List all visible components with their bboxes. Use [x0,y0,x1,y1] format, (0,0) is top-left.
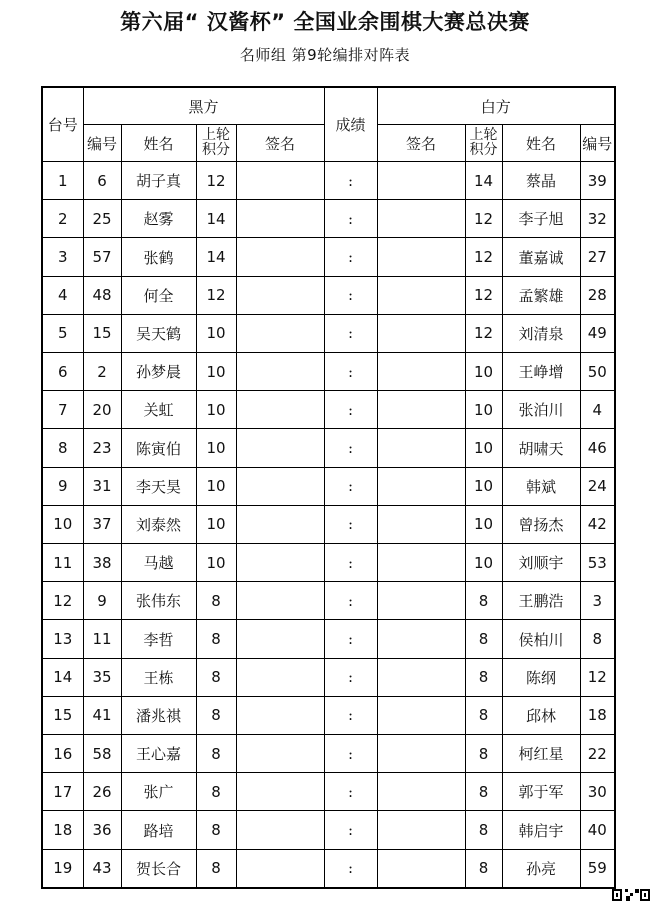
cell-white-prev-score: 12 [465,314,502,352]
cell-white-name: 邱林 [502,696,580,734]
cell-black-number: 9 [83,582,121,620]
cell-black-name: 张伟东 [121,582,196,620]
header-table-no: 台号 [42,87,83,162]
cell-table-no: 19 [42,849,83,888]
cell-white-name: 韩斌 [502,467,580,505]
cell-black-number: 57 [83,238,121,276]
cell-white-name: 蔡晶 [502,162,580,200]
cell-black-number: 6 [83,162,121,200]
cell-result: : [324,811,377,849]
cell-white-signature[interactable] [377,314,465,352]
cell-black-number: 58 [83,735,121,773]
cell-white-name: 郭于军 [502,773,580,811]
cell-black-signature[interactable] [236,314,324,352]
cell-result: : [324,238,377,276]
cell-black-signature[interactable] [236,429,324,467]
pairing-table [41,86,616,889]
table-row [42,505,615,543]
cell-white-prev-score: 10 [465,505,502,543]
cell-black-prev-score: 12 [196,162,236,200]
page-title: 第六届“ 汉酱杯” 全国业余围棋大赛总决赛 [120,10,530,34]
cell-black-signature[interactable] [236,811,324,849]
cell-white-signature[interactable] [377,162,465,200]
cell-white-prev-score: 8 [465,620,502,658]
cell-result: : [324,276,377,314]
cell-black-prev-score: 10 [196,314,236,352]
cell-result: : [324,849,377,888]
cell-black-number: 11 [83,620,121,658]
cell-white-signature[interactable] [377,582,465,620]
cell-black-prev-score: 10 [196,544,236,582]
cell-black-prev-score: 8 [196,811,236,849]
table-row [42,658,615,696]
cell-white-number: 22 [580,735,615,773]
cell-black-signature[interactable] [236,620,324,658]
cell-black-number: 15 [83,314,121,352]
cell-black-number: 35 [83,658,121,696]
cell-white-name: 刘清泉 [502,314,580,352]
cell-white-prev-score: 8 [465,773,502,811]
cell-result: : [324,658,377,696]
cell-white-signature[interactable] [377,658,465,696]
header-black-signature: 签名 [236,125,324,162]
header-white-signature: 签名 [377,125,465,162]
cell-white-signature[interactable] [377,200,465,238]
cell-black-name: 路培 [121,811,196,849]
cell-white-number: 4 [580,391,615,429]
page-subtitle: 名师组 第9轮编排对阵表 [239,46,411,64]
cell-black-name: 王心嘉 [121,735,196,773]
cell-result: : [324,544,377,582]
table-row [42,620,615,658]
cell-result: : [324,773,377,811]
cell-black-name: 李天昊 [121,467,196,505]
qr-code-fragment-icon [612,887,650,901]
table-row [42,467,615,505]
cell-white-prev-score: 10 [465,544,502,582]
cell-table-no: 1 [42,162,83,200]
cell-white-number: 49 [580,314,615,352]
cell-result: : [324,620,377,658]
table-row [42,314,615,352]
cell-table-no: 4 [42,276,83,314]
cell-black-signature[interactable] [236,391,324,429]
cell-result: : [324,735,377,773]
header-white-number: 编号 [580,125,615,162]
header-prev-score-line1: 上轮 [202,127,230,143]
cell-black-signature[interactable] [236,544,324,582]
cell-black-name: 刘泰然 [121,505,196,543]
header-black-name: 姓名 [121,125,196,162]
table-row [42,582,615,620]
cell-black-signature[interactable] [236,162,324,200]
cell-white-prev-score: 8 [465,582,502,620]
header-prev-score-line2: 积分 [469,142,498,158]
cell-white-prev-score: 12 [465,238,502,276]
cell-white-prev-score: 8 [465,811,502,849]
cell-white-number: 53 [580,544,615,582]
cell-white-signature[interactable] [377,544,465,582]
cell-white-name: 胡啸天 [502,429,580,467]
cell-result: : [324,314,377,352]
cell-white-signature[interactable] [377,811,465,849]
cell-white-number: 8 [580,620,615,658]
cell-white-prev-score: 8 [465,658,502,696]
table-row [42,849,615,888]
table-row [42,544,615,582]
cell-white-number: 42 [580,505,615,543]
cell-white-name: 孙亮 [502,849,580,888]
cell-white-signature[interactable] [377,391,465,429]
cell-table-no: 14 [42,658,83,696]
table-row [42,353,615,391]
header-white-side: 白方 [377,87,615,125]
cell-white-number: 40 [580,811,615,849]
cell-result: : [324,429,377,467]
cell-table-no: 2 [42,200,83,238]
cell-white-signature[interactable] [377,276,465,314]
cell-table-no: 12 [42,582,83,620]
cell-black-prev-score: 8 [196,696,236,734]
cell-black-number: 37 [83,505,121,543]
cell-table-no: 8 [42,429,83,467]
cell-black-signature[interactable] [236,849,324,888]
header-black-number: 编号 [83,125,121,162]
cell-white-signature[interactable] [377,735,465,773]
cell-result: : [324,467,377,505]
cell-white-number: 50 [580,353,615,391]
cell-white-name: 董嘉诚 [502,238,580,276]
cell-white-prev-score: 8 [465,735,502,773]
cell-white-name: 陈纲 [502,658,580,696]
header-result: 成绩 [324,87,377,162]
cell-table-no: 9 [42,467,83,505]
cell-white-signature[interactable] [377,467,465,505]
table-row [42,773,615,811]
header-prev-score-line1: 上轮 [469,127,498,143]
table-row [42,811,615,849]
cell-result: : [324,391,377,429]
cell-white-signature[interactable] [377,505,465,543]
cell-table-no: 11 [42,544,83,582]
cell-black-prev-score: 10 [196,353,236,391]
cell-black-number: 41 [83,696,121,734]
cell-black-signature[interactable] [236,353,324,391]
cell-black-prev-score: 10 [196,467,236,505]
cell-white-number: 30 [580,773,615,811]
table-row [42,162,615,200]
cell-black-name: 赵雾 [121,200,196,238]
cell-black-prev-score: 8 [196,582,236,620]
cell-white-number: 24 [580,467,615,505]
header-prev-score-line2: 积分 [202,142,230,158]
pairing-rows [42,162,615,889]
cell-result: : [324,162,377,200]
cell-result: : [324,505,377,543]
cell-white-name: 孟繁雄 [502,276,580,314]
cell-white-prev-score: 10 [465,353,502,391]
cell-black-name: 贺长合 [121,849,196,888]
cell-white-prev-score: 8 [465,849,502,888]
cell-white-number: 12 [580,658,615,696]
cell-table-no: 13 [42,620,83,658]
cell-table-no: 18 [42,811,83,849]
cell-black-prev-score: 10 [196,429,236,467]
cell-table-no: 7 [42,391,83,429]
cell-white-name: 王鹏浩 [502,582,580,620]
table-row [42,429,615,467]
cell-black-signature[interactable] [236,582,324,620]
cell-black-signature[interactable] [236,658,324,696]
cell-white-number: 46 [580,429,615,467]
cell-black-number: 48 [83,276,121,314]
cell-white-name: 曾扬杰 [502,505,580,543]
cell-white-prev-score: 10 [465,391,502,429]
cell-table-no: 10 [42,505,83,543]
cell-white-signature[interactable] [377,238,465,276]
cell-black-signature[interactable] [236,276,324,314]
cell-black-signature[interactable] [236,696,324,734]
cell-black-prev-score: 14 [196,238,236,276]
header-black-side: 黑方 [83,87,324,125]
cell-table-no: 15 [42,696,83,734]
cell-black-signature[interactable] [236,467,324,505]
cell-black-name: 张广 [121,773,196,811]
cell-white-number: 3 [580,582,615,620]
cell-white-number: 39 [580,162,615,200]
cell-black-name: 张鹤 [121,238,196,276]
cell-black-signature[interactable] [236,773,324,811]
cell-white-name: 韩启宇 [502,811,580,849]
cell-table-no: 17 [42,773,83,811]
cell-black-prev-score: 10 [196,391,236,429]
cell-white-number: 27 [580,238,615,276]
cell-white-number: 18 [580,696,615,734]
cell-black-name: 陈寅伯 [121,429,196,467]
cell-white-name: 刘顺宇 [502,544,580,582]
table-row [42,391,615,429]
cell-black-name: 吴天鹤 [121,314,196,352]
cell-table-no: 5 [42,314,83,352]
cell-black-name: 关虹 [121,391,196,429]
cell-black-prev-score: 8 [196,849,236,888]
cell-black-number: 43 [83,849,121,888]
cell-result: : [324,696,377,734]
cell-white-signature[interactable] [377,429,465,467]
cell-white-signature[interactable] [377,353,465,391]
cell-black-prev-score: 8 [196,620,236,658]
cell-black-number: 2 [83,353,121,391]
cell-white-name: 王峥增 [502,353,580,391]
cell-black-name: 孙梦晨 [121,353,196,391]
table-row [42,276,615,314]
cell-result: : [324,353,377,391]
cell-black-number: 26 [83,773,121,811]
header-white-name: 姓名 [502,125,580,162]
cell-black-number: 23 [83,429,121,467]
cell-white-prev-score: 10 [465,429,502,467]
cell-black-prev-score: 14 [196,200,236,238]
cell-white-number: 59 [580,849,615,888]
cell-black-name: 何全 [121,276,196,314]
cell-black-signature[interactable] [236,735,324,773]
cell-black-name: 李哲 [121,620,196,658]
cell-black-prev-score: 8 [196,658,236,696]
cell-black-signature[interactable] [236,505,324,543]
cell-white-name: 侯柏川 [502,620,580,658]
cell-white-signature[interactable] [377,620,465,658]
header-row-top [42,87,615,125]
cell-white-name: 李子旭 [502,200,580,238]
cell-black-signature[interactable] [236,200,324,238]
header-white-prev-score [465,125,502,162]
cell-black-name: 王栋 [121,658,196,696]
cell-black-number: 31 [83,467,121,505]
table-row [42,696,615,734]
cell-black-name: 胡子真 [121,162,196,200]
cell-black-number: 36 [83,811,121,849]
cell-black-prev-score: 10 [196,505,236,543]
cell-black-number: 20 [83,391,121,429]
table-row [42,238,615,276]
cell-white-prev-score: 12 [465,200,502,238]
cell-black-number: 25 [83,200,121,238]
cell-white-name: 柯红星 [502,735,580,773]
cell-white-prev-score: 10 [465,467,502,505]
cell-white-signature[interactable] [377,696,465,734]
cell-result: : [324,582,377,620]
header-black-prev-score [196,125,236,162]
cell-white-prev-score: 14 [465,162,502,200]
table-row [42,735,615,773]
cell-black-prev-score: 8 [196,773,236,811]
cell-result: : [324,200,377,238]
cell-table-no: 6 [42,353,83,391]
cell-white-number: 28 [580,276,615,314]
cell-white-prev-score: 12 [465,276,502,314]
cell-black-name: 马越 [121,544,196,582]
cell-table-no: 3 [42,238,83,276]
cell-white-prev-score: 8 [465,696,502,734]
cell-black-name: 潘兆祺 [121,696,196,734]
table-row [42,200,615,238]
cell-white-name: 张泊川 [502,391,580,429]
cell-black-number: 38 [83,544,121,582]
cell-white-signature[interactable] [377,849,465,888]
cell-table-no: 16 [42,735,83,773]
cell-black-prev-score: 8 [196,735,236,773]
cell-black-prev-score: 12 [196,276,236,314]
cell-white-number: 32 [580,200,615,238]
cell-black-signature[interactable] [236,238,324,276]
cell-white-signature[interactable] [377,773,465,811]
